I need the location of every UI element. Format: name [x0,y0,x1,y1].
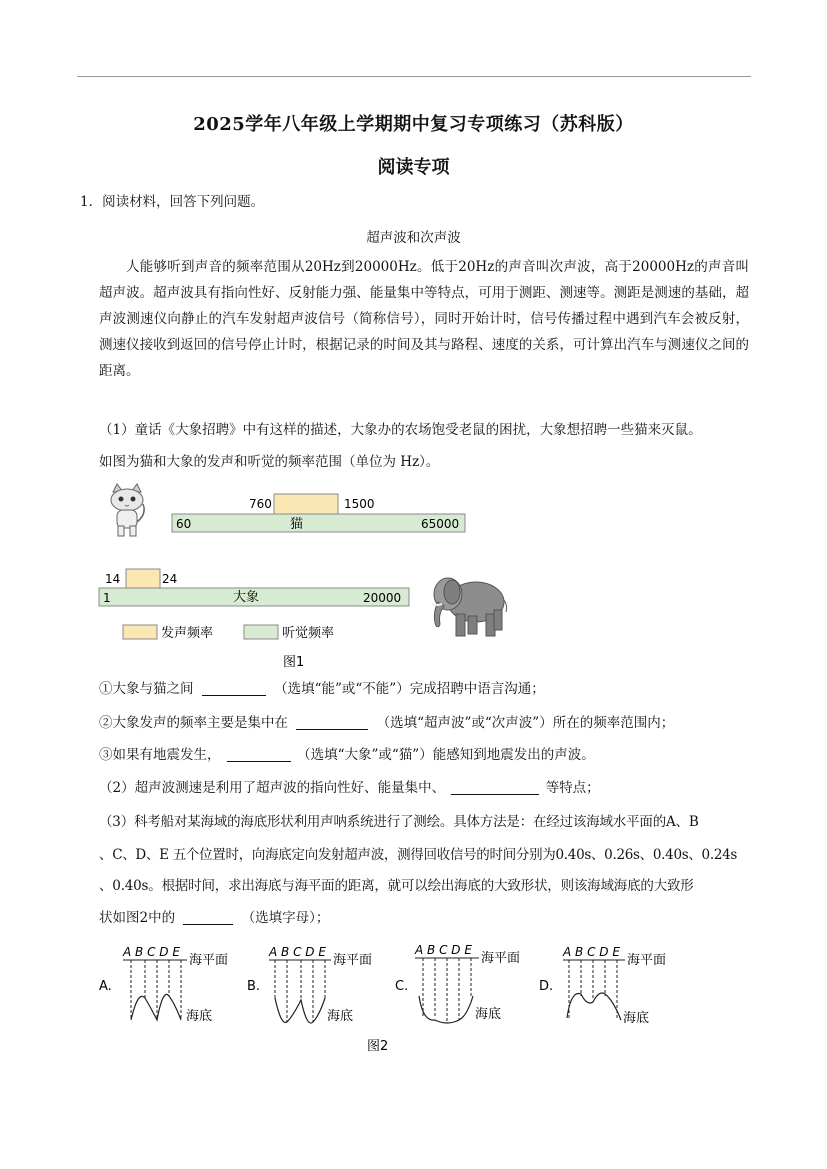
part-2 [99,779,600,797]
cat-emit-high: 1500 [344,497,375,511]
part2-prefix: （2）超声波测速是利用了超声波的指向性好、能量集中、 [99,780,446,796]
option-a-label: A. [99,979,112,994]
legend-hear-swatch [244,625,278,639]
sub-question-2 [99,714,674,732]
option-b-surface: 海平面 [333,953,373,968]
answer-blank-3[interactable] [227,747,291,762]
option-c-label: C. [395,979,409,994]
sub-question-1 [99,680,545,698]
figure1 [95,478,525,678]
sub3-suffix: （选填“大象”或“猫”）能感知到地震发出的声波。 [297,747,595,763]
page-subtitle: 阅读专项 [377,157,450,178]
answer-blank-4[interactable] [451,780,539,795]
answer-blank-1[interactable] [202,681,266,696]
option-d-label: D. [539,979,554,994]
part3-suffix: （选填字母）； [241,910,330,926]
elephant-emit-bar [126,569,160,588]
option-b-points: A B C D E [269,945,326,959]
option-d[interactable] [539,945,666,1026]
cat-emit-bar [274,494,338,514]
elephant-hear-high: 20000 [363,591,402,605]
option-b-floor: 海底 [327,1009,354,1024]
figure1-caption: 图1 [283,655,305,670]
option-a[interactable] [99,945,228,1024]
elephant-emit-high: 24 [162,572,178,586]
legend-emit-swatch [123,625,157,639]
option-d-points: A B C D E [563,945,620,959]
cat-name: 猫 [290,517,304,532]
option-d-surface: 海平面 [627,953,667,968]
part1-line2: 如图为猫和大象的发声和听觉的频率范围（单位为 Hz）。 [99,454,440,470]
cat-icon [111,484,144,536]
sub3-prefix: ③如果有地震发生， [99,747,221,763]
option-d-floor: 海底 [623,1011,650,1026]
figure2-caption: 图2 [367,1039,389,1054]
option-b[interactable] [247,945,372,1024]
elephant-icon [432,578,507,636]
header-rule [77,76,751,77]
option-b-label: B. [247,979,261,994]
cat-emit-low: 760 [249,497,272,511]
sub2-prefix: ②大象发声的频率主要是集中在 [99,715,288,731]
option-a-floor: 海底 [186,1009,213,1024]
part2-suffix: 等特点； [545,780,600,796]
part3-line2: 、C、D、E 五个位置时，向海底定向发射超声波，测得回收信号的时间分别为0.40s、0.26s、0.40s、0.24s [99,847,738,863]
option-c[interactable] [395,943,520,1023]
elephant-name: 大象 [233,590,260,605]
sub1-suffix: （选填“能”或“不能”）完成招聘中语言沟通； [274,681,545,697]
part3-line3: 、0.40s。根据时间，求出海底与海平面的距离，就可以绘出海底的大致形状，则该海域海底的大致形 [99,878,694,894]
passage-title: 超声波和次声波 [366,230,461,246]
elephant-emit-low: 14 [105,572,121,586]
part3-prefix: 状如图2中的 [99,910,176,926]
figure2 [95,938,675,1058]
sub1-prefix: ①大象与猫之间 [99,681,194,697]
option-a-surface: 海平面 [189,953,229,968]
cat-hear-high: 65000 [421,517,460,531]
sub2-suffix: （选填“超声波”或“次声波”）所在的频率范围内； [376,715,675,731]
part3-line4 [99,909,329,927]
part3-line1: （3）科考船对某海域的海底形状利用声呐系统进行了测绘。具体方法是：在经过该海域水平面的A、B [99,814,699,830]
question-intro: 1．阅读材料，回答下列问题。 [80,194,265,210]
legend-emit-label: 发声频率 [161,626,214,641]
sub-question-3 [99,746,595,764]
elephant-hear-low: 1 [103,591,111,605]
option-a-points: A B C D E [123,945,180,959]
option-c-surface: 海平面 [481,951,521,966]
cat-hear-low: 60 [176,517,192,531]
part1-line1: （1）童话《大象招聘》中有这样的描述，大象办的农场饱受老鼠的困扰，大象想招聘一些猫来灭鼠。 [99,422,702,438]
answer-blank-5[interactable] [183,910,233,925]
option-c-points: A B C D E [415,943,472,957]
passage: 人能够听到声音的频率范围从20Hz到20000Hz。低于20Hz的声音叫次声波，高于20000Hz的声音叫超声波。超声波具有指向性好、反射能力强、能量集中等特点，可用于测距、测速等。测距是测速的基础，超声波测速仪向静止的汽车发射超声波信号（简称信号），同时开始计时，信号传播过程中遇到汽车会被反射，测速仪接收到返回的信号停止计时，根据记录的时间及其与路程、速度的关系，可计算出汽车与测速仪之间的距离。 [99,259,749,379]
legend-hear-label: 听觉频率 [282,626,335,641]
page-title: 2025学年八年级上学期期中复习专项练习（苏科版） [193,114,634,135]
answer-blank-2[interactable] [296,715,368,730]
option-c-floor: 海底 [475,1007,502,1022]
